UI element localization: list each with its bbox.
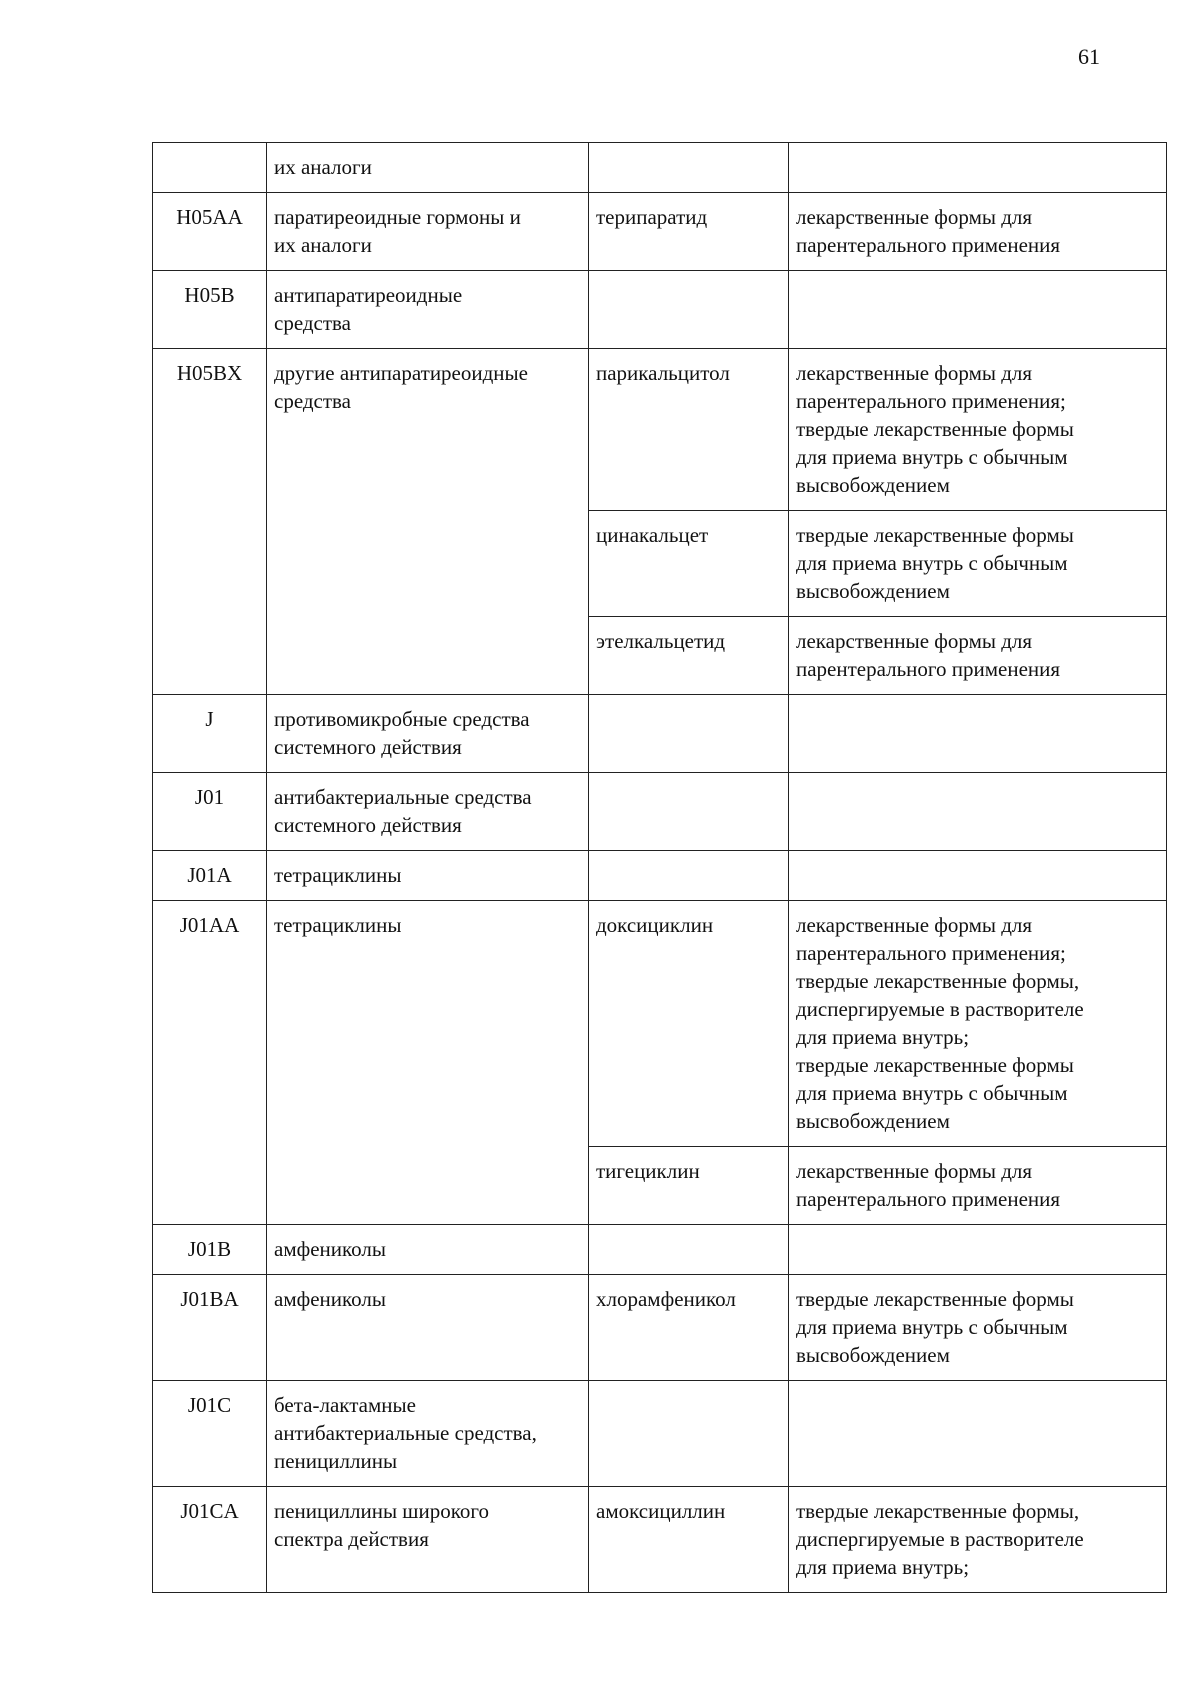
group-name-cell-line: тетрациклины: [274, 913, 402, 937]
dosage-forms-cell-line: диспергируемые в растворителе: [796, 1527, 1084, 1551]
substance-cell: [589, 851, 789, 901]
table-row: [153, 773, 1167, 851]
substance-cell: [589, 511, 789, 617]
group-name-cell-line: амфениколы: [274, 1287, 386, 1311]
dosage-forms-cell: [789, 271, 1167, 349]
substance-cell-line: цинакальцет: [596, 523, 709, 547]
table-row: [153, 1275, 1167, 1381]
group-name-cell-line: противомикробные средства: [274, 707, 530, 731]
dosage-forms-cell: [789, 695, 1167, 773]
dosage-forms-cell-line: диспергируемые в растворителе: [796, 997, 1084, 1021]
group-name-cell-line: средства: [274, 311, 352, 335]
substance-cell: [589, 1225, 789, 1275]
dosage-forms-cell-line: твердые лекарственные формы,: [796, 1499, 1080, 1523]
substance-cell: [589, 901, 789, 1147]
dosage-forms-cell: [789, 349, 1167, 511]
group-name-cell-line: системного действия: [274, 735, 462, 759]
group-name-cell: [267, 901, 589, 1225]
group-name-cell-line: их аналоги: [274, 233, 372, 257]
group-name-cell: [267, 193, 589, 271]
dosage-forms-cell: [789, 143, 1167, 193]
dosage-forms-cell-line: лекарственные формы для: [796, 205, 1033, 229]
dosage-forms-cell-line: высвобождением: [796, 1109, 950, 1133]
dosage-forms-cell: [789, 193, 1167, 271]
group-name-cell-line: системного действия: [274, 813, 462, 837]
atc-code-cell: H05B: [153, 271, 267, 349]
dosage-forms-cell-line: лекарственные формы для: [796, 361, 1033, 385]
dosage-forms-cell-line: высвобождением: [796, 1343, 950, 1367]
dosage-forms-cell-line: парентерального применения;: [796, 389, 1066, 413]
dosage-forms-cell-line: для приема внутрь;: [796, 1555, 970, 1579]
group-name-cell: [267, 1275, 589, 1381]
group-name-cell: [267, 695, 589, 773]
atc-code-cell: J01BA: [153, 1275, 267, 1381]
group-name-cell-line: пенициллины: [274, 1449, 398, 1473]
table-row: [153, 349, 1167, 511]
atc-code-cell: J01A: [153, 851, 267, 901]
substance-cell: [589, 193, 789, 271]
group-name-cell-line: бета-лактамные: [274, 1393, 416, 1417]
atc-code-cell: [153, 143, 267, 193]
atc-code-cell: J01B: [153, 1225, 267, 1275]
group-name-cell-line: антипаратиреоидные: [274, 283, 463, 307]
substance-cell-line: доксициклин: [596, 913, 714, 937]
group-name-cell: [267, 271, 589, 349]
dosage-forms-cell-line: для приема внутрь;: [796, 1025, 970, 1049]
group-name-cell: [267, 143, 589, 193]
group-name-cell-line: антибактериальные средства,: [274, 1421, 537, 1445]
substance-cell: [589, 349, 789, 511]
dosage-forms-cell: [789, 1487, 1167, 1593]
substance-cell: [589, 271, 789, 349]
table-row: [153, 1381, 1167, 1487]
group-name-cell-line: антибактериальные средства: [274, 785, 532, 809]
substance-cell-line: терипаратид: [596, 205, 708, 229]
atc-code-cell: J01C: [153, 1381, 267, 1487]
dosage-forms-cell-line: лекарственные формы для: [796, 1159, 1033, 1183]
dosage-forms-cell: [789, 901, 1167, 1147]
dosage-forms-cell-line: твердые лекарственные формы: [796, 1287, 1074, 1311]
drug-table: [152, 142, 1167, 1593]
group-name-cell-line: тетрациклины: [274, 863, 402, 887]
dosage-forms-cell: [789, 511, 1167, 617]
group-name-cell: [267, 1381, 589, 1487]
dosage-forms-cell-line: парентерального применения: [796, 1187, 1061, 1211]
group-name-cell-line: пенициллины широкого: [274, 1499, 489, 1523]
atc-code-cell: H05AA: [153, 193, 267, 271]
substance-cell-line: хлорамфеникол: [596, 1287, 736, 1311]
substance-cell: [589, 1381, 789, 1487]
dosage-forms-cell-line: для приема внутрь с обычным: [796, 551, 1068, 575]
table-row: [153, 901, 1167, 1147]
substance-cell: [589, 695, 789, 773]
dosage-forms-cell-line: парентерального применения;: [796, 941, 1066, 965]
substance-cell-line: парикальцитол: [596, 361, 730, 385]
dosage-forms-cell-line: для приема внутрь с обычным: [796, 1315, 1068, 1339]
group-name-cell-line: их аналоги: [274, 155, 372, 179]
group-name-cell-line: спектра действия: [274, 1527, 429, 1551]
dosage-forms-cell: [789, 617, 1167, 695]
substance-cell: [589, 1147, 789, 1225]
substance-cell-line: амоксициллин: [596, 1499, 726, 1523]
table-row: [153, 851, 1167, 901]
atc-code-cell: J: [153, 695, 267, 773]
dosage-forms-cell: [789, 851, 1167, 901]
group-name-cell-line: средства: [274, 389, 352, 413]
table-row: [153, 143, 1167, 193]
dosage-forms-cell-line: парентерального применения: [796, 657, 1061, 681]
dosage-forms-cell: [789, 1147, 1167, 1225]
table-row: [153, 695, 1167, 773]
dosage-forms-cell-line: твердые лекарственные формы: [796, 417, 1074, 441]
dosage-forms-cell: [789, 1381, 1167, 1487]
substance-cell-line: тигециклин: [596, 1159, 700, 1183]
atc-code-cell: J01CA: [153, 1487, 267, 1593]
dosage-forms-cell-line: для приема внутрь с обычным: [796, 1081, 1068, 1105]
table-row: [153, 193, 1167, 271]
group-name-cell-line: другие антипаратиреоидные: [274, 361, 528, 385]
group-name-cell: [267, 851, 589, 901]
substance-cell: [589, 1275, 789, 1381]
dosage-forms-cell-line: лекарственные формы для: [796, 629, 1033, 653]
dosage-forms-cell-line: твердые лекарственные формы: [796, 523, 1074, 547]
dosage-forms-cell: [789, 773, 1167, 851]
dosage-forms-cell-line: лекарственные формы для: [796, 913, 1033, 937]
substance-cell: [589, 143, 789, 193]
group-name-cell: [267, 349, 589, 695]
group-name-cell-line: амфениколы: [274, 1237, 386, 1261]
substance-cell: [589, 773, 789, 851]
table-row: [153, 1487, 1167, 1593]
group-name-cell: [267, 1487, 589, 1593]
dosage-forms-cell-line: парентерального применения: [796, 233, 1061, 257]
atc-code-cell: J01: [153, 773, 267, 851]
table-body: [153, 143, 1167, 1593]
dosage-forms-cell-line: твердые лекарственные формы: [796, 1053, 1074, 1077]
group-name-cell: [267, 1225, 589, 1275]
table-row: [153, 271, 1167, 349]
group-name-cell: [267, 773, 589, 851]
group-name-cell-line: паратиреоидные гормоны и: [274, 205, 521, 229]
dosage-forms-cell-line: для приема внутрь с обычным: [796, 445, 1068, 469]
page-number: 61: [1078, 44, 1100, 69]
substance-cell: [589, 617, 789, 695]
dosage-forms-cell: [789, 1225, 1167, 1275]
atc-code-cell: J01AA: [153, 901, 267, 1225]
dosage-forms-cell: [789, 1275, 1167, 1381]
table-row: [153, 1225, 1167, 1275]
atc-code-cell: H05BX: [153, 349, 267, 695]
dosage-forms-cell-line: твердые лекарственные формы,: [796, 969, 1080, 993]
dosage-forms-cell-line: высвобождением: [796, 579, 950, 603]
dosage-forms-cell-line: высвобождением: [796, 473, 950, 497]
substance-cell: [589, 1487, 789, 1593]
substance-cell-line: этелкальцетид: [596, 629, 726, 653]
